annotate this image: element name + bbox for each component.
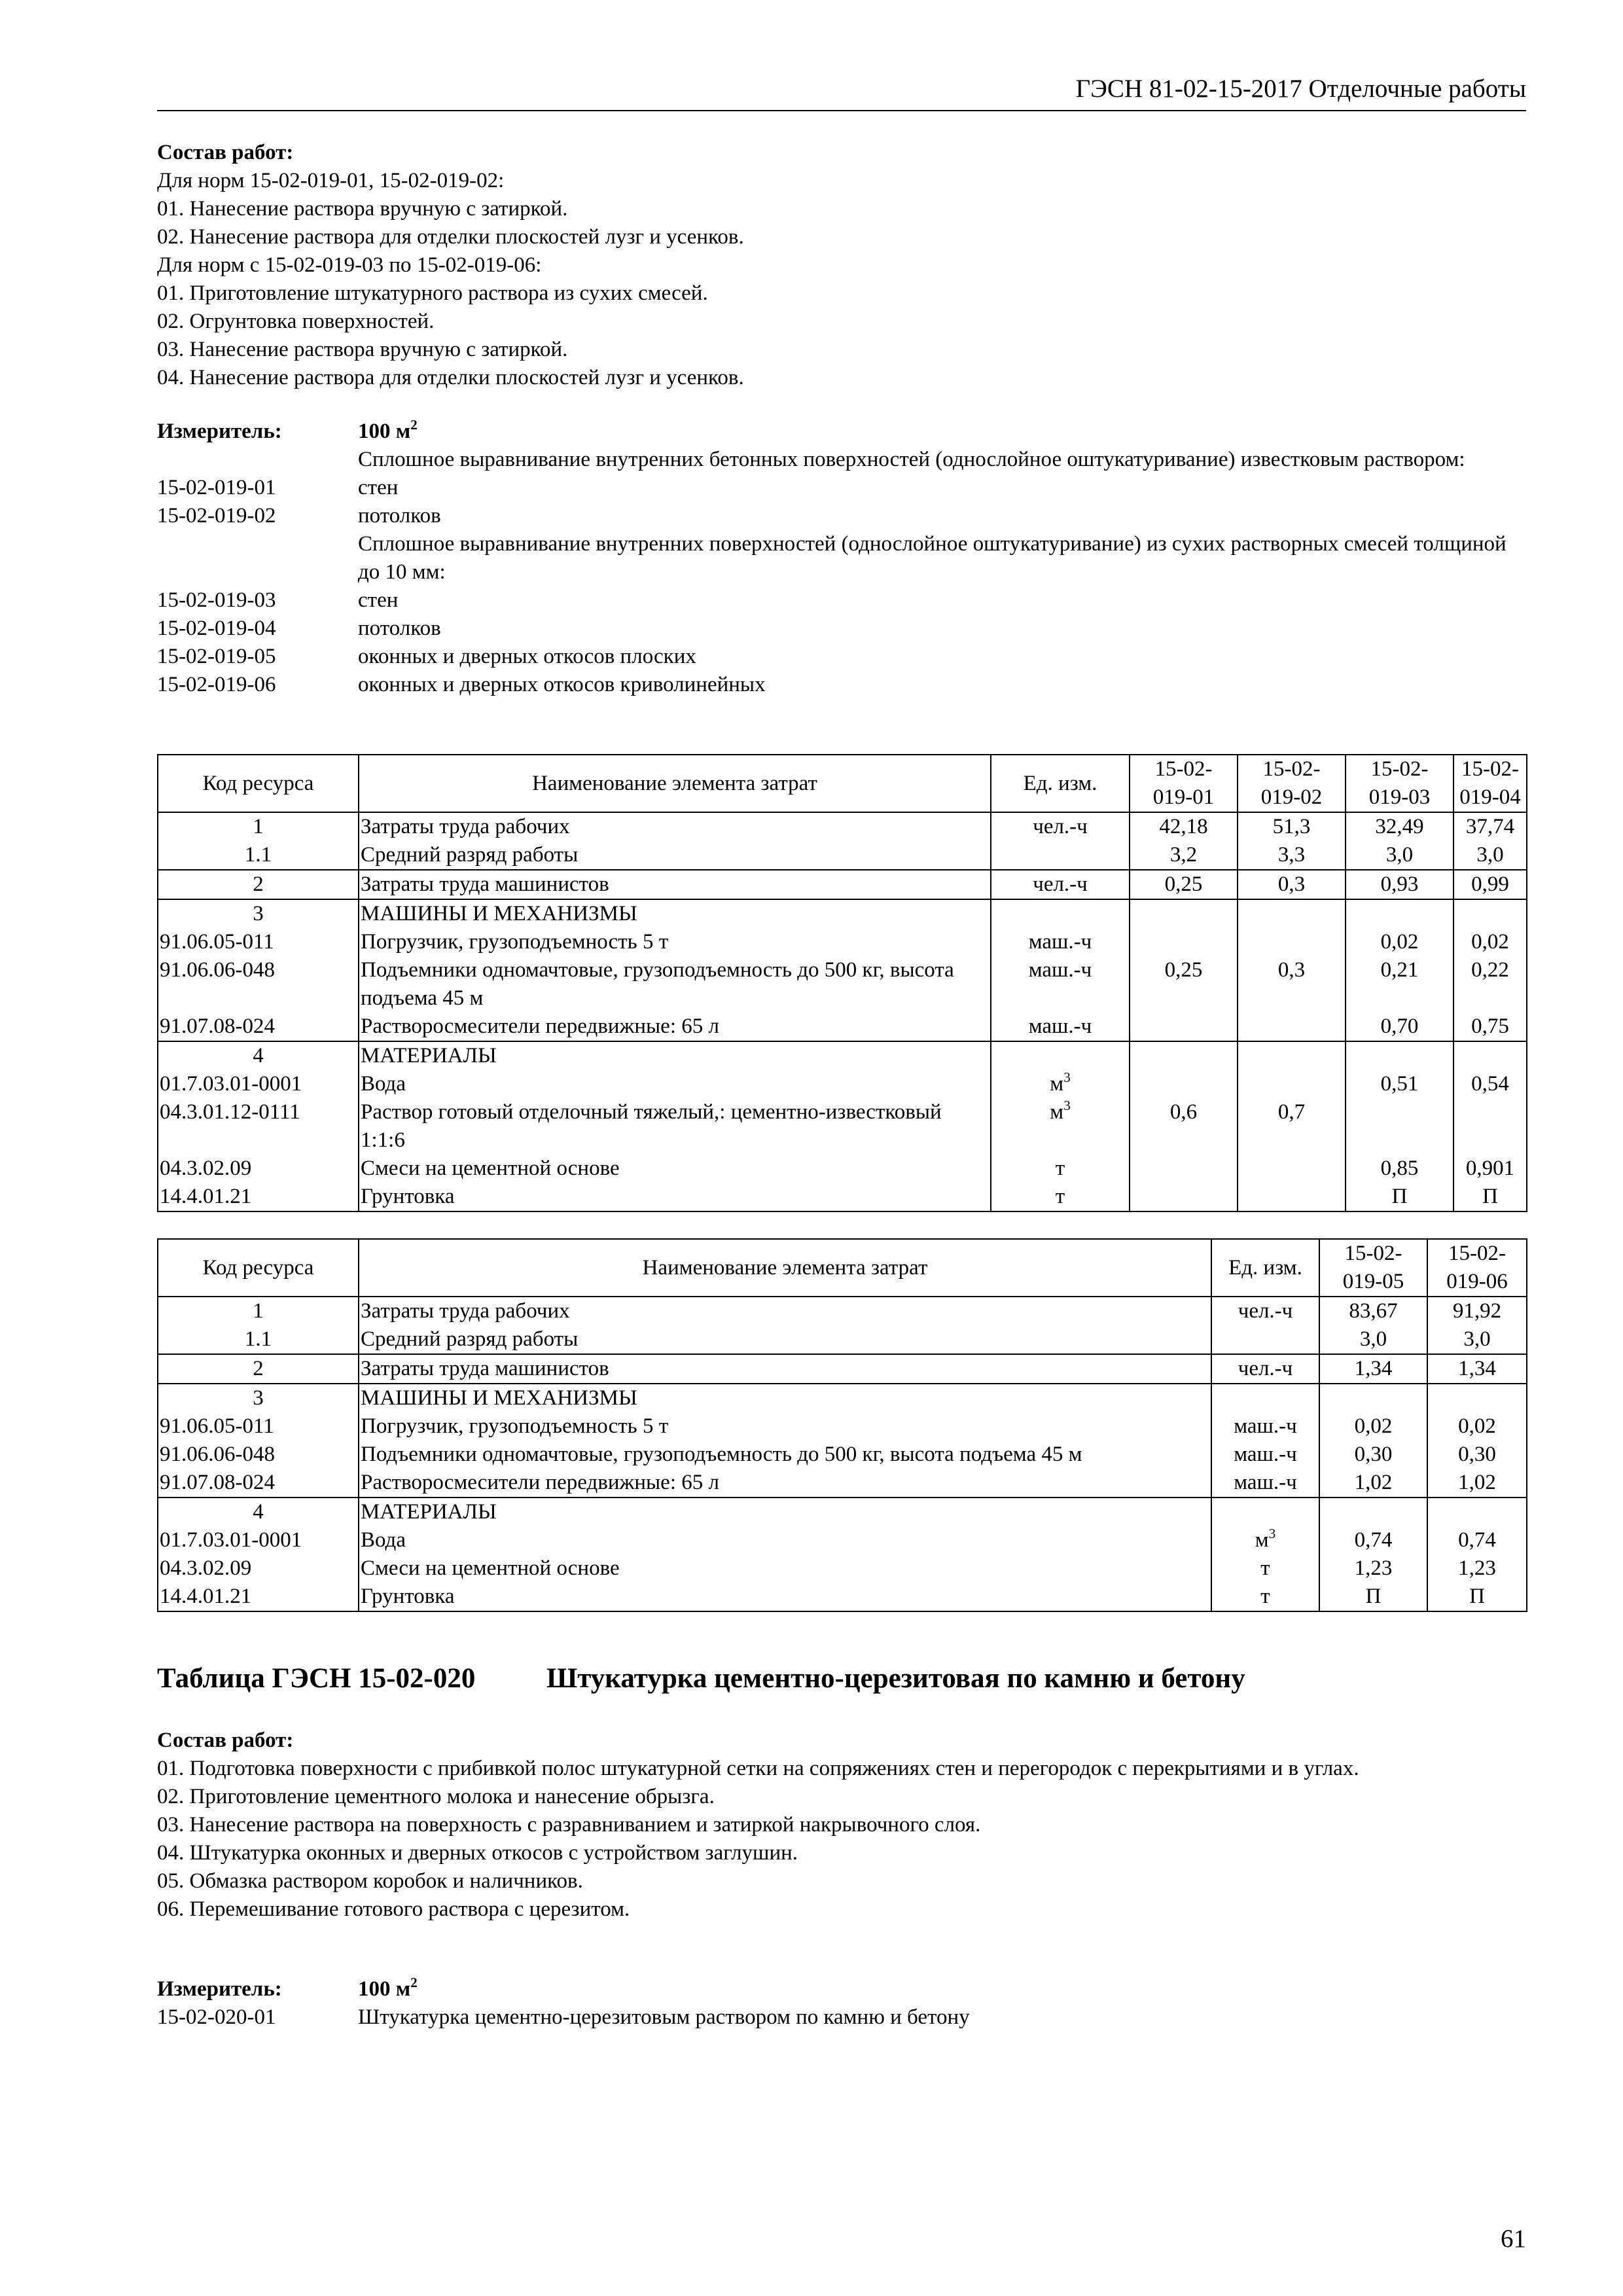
- row-name: Подъемники одномачтовые, грузоподъемность до 500 кг, высота подъема 45 м: [359, 956, 991, 1013]
- work-line: 04. Штукатурка оконных и дверных откосов с устройством заглушин.: [157, 1841, 798, 1865]
- row-code: 91.07.08-024: [158, 1013, 359, 1041]
- row-code: 01.7.03.01-0001: [158, 1070, 359, 1098]
- norm-description: Штукатурка цементно-церезитовым раствором по камню и бетону: [358, 2005, 970, 2029]
- row-value: 0,30: [1319, 1441, 1427, 1469]
- work-composition-1: [157, 139, 1526, 392]
- row-value: 3,0: [1319, 1325, 1427, 1354]
- section-title-code: Таблица ГЭСН 15-02-020: [157, 1663, 476, 1694]
- section-row: [158, 1384, 1527, 1412]
- row-value: 83,67: [1319, 1297, 1427, 1325]
- resource-table-1: [157, 754, 1527, 1212]
- table-row: [158, 812, 1527, 841]
- row-unit: маш.-ч: [1211, 1412, 1319, 1441]
- row-name: Вода: [359, 1070, 991, 1098]
- row-value: 0,02: [1319, 1412, 1427, 1441]
- row-value: 0,02: [1427, 1412, 1527, 1441]
- row-value: 0,7: [1238, 1098, 1346, 1155]
- group-operators: [158, 870, 1527, 899]
- norm-code: 15-02-020-01: [157, 2005, 276, 2029]
- row-name: Растворосмесители передвижные: 65 л: [359, 1013, 991, 1041]
- norm-description: стен: [358, 588, 399, 612]
- row-value: 0,02: [1454, 928, 1527, 956]
- norm-code: 15-02-019-04: [157, 617, 276, 640]
- norm-code: 15-02-019-06: [157, 673, 276, 696]
- row-code: 1: [158, 812, 359, 841]
- table-row: [158, 870, 1527, 899]
- row-value: П: [1319, 1583, 1427, 1611]
- col-header-norm: 15-02- 019-01: [1130, 755, 1238, 812]
- group-materials: [158, 1498, 1527, 1611]
- work-line: 01. Подготовка поверхности с прибивкой полос штукатурной сетки на сопряжениях стен и перегородок с перекрытиями и в углах.: [157, 1757, 1359, 1780]
- row-value: 3,0: [1427, 1325, 1527, 1354]
- norm-code: 15-02-019-02: [157, 504, 276, 528]
- table-row: [158, 1354, 1527, 1384]
- row-name: Погрузчик, грузоподъемность 5 т: [359, 1412, 1211, 1441]
- work-composition-heading: Состав работ:: [157, 1729, 294, 1752]
- table-row: [158, 1554, 1527, 1583]
- row-value: 1,23: [1427, 1554, 1527, 1583]
- norm-description: потолков: [358, 617, 441, 640]
- table-row: [158, 1297, 1527, 1325]
- row-value: 0,99: [1454, 870, 1527, 899]
- row-unit: $м^3$: [991, 1098, 1130, 1155]
- page-number: 61: [1501, 2225, 1526, 2253]
- row-code: 04.3.02.09: [158, 1155, 359, 1183]
- row-code: 91.06.05-011: [158, 1412, 359, 1441]
- row-name: Затраты труда машинистов: [359, 1354, 1211, 1384]
- row-value: 0,74: [1319, 1526, 1427, 1554]
- row-code: 2: [158, 870, 359, 899]
- row-code: 1: [158, 1297, 359, 1325]
- resource-table-2: [157, 1238, 1527, 1612]
- row-value: 0,51: [1346, 1070, 1454, 1098]
- work-line: 01. Приготовление штукатурного раствора из сухих смесей.: [157, 281, 708, 305]
- row-name: Средний разряд работы: [359, 1325, 1211, 1354]
- norm-description: Сплошное выравнивание внутренних поверхностей (однослойное оштукатуривание) из сухих растворных смесей толщиной до 10 мм:: [358, 532, 1507, 584]
- row-value: 1,34: [1427, 1354, 1527, 1384]
- row-name: Погрузчик, грузоподъемность 5 т: [359, 928, 991, 956]
- work-line: 02. Огрунтовка поверхностей.: [157, 310, 435, 333]
- row-value-merged: 0,3: [1238, 899, 1346, 1041]
- measure-label: Измеритель:: [157, 1977, 282, 2001]
- row-value: 32,49: [1346, 812, 1454, 841]
- row-code: 1.1: [158, 1325, 359, 1354]
- row-name: Затраты труда рабочих: [359, 812, 991, 841]
- row-code: 91.06.06-048: [158, 1441, 359, 1469]
- measure-label: Измеритель:: [157, 420, 282, 443]
- row-value: 0,02: [1346, 928, 1454, 956]
- row-value: 1,02: [1319, 1469, 1427, 1498]
- row-value: 0,85: [1346, 1155, 1454, 1183]
- row-unit: т: [991, 1155, 1130, 1183]
- row-value: 0,21: [1346, 956, 1454, 1013]
- norm-description: потолков: [358, 504, 441, 528]
- row-value: 0,3: [1238, 870, 1346, 899]
- group-operators: [158, 1354, 1527, 1384]
- row-value: 0,30: [1427, 1441, 1527, 1469]
- table-row: [158, 1469, 1527, 1498]
- row-code: 04.3.02.09: [158, 1554, 359, 1583]
- col-header-code: Код ресурса: [158, 1239, 359, 1297]
- row-unit: маш.-ч: [991, 956, 1130, 1013]
- row-value: 51,3: [1238, 812, 1346, 841]
- group-materials: [158, 1041, 1527, 1211]
- row-unit: маш.-ч: [1211, 1441, 1319, 1469]
- work-line: 05. Обмазка раствором коробок и наличников.: [157, 1869, 583, 1893]
- work-line: 02. Приготовление цементного молока и нанесение обрызга.: [157, 1785, 715, 1808]
- row-name: Грунтовка: [359, 1583, 1211, 1611]
- group-labor: [158, 812, 1527, 870]
- col-header-norm: 15-02- 019-03: [1346, 755, 1454, 812]
- row-value: 0,70: [1346, 1013, 1454, 1041]
- norm-description: Сплошное выравнивание внутренних бетонных поверхностей (однослойное оштукатуривание) известковым раствором:: [358, 448, 1465, 471]
- row-value: 0,74: [1427, 1526, 1527, 1554]
- row-code: 01.7.03.01-0001: [158, 1526, 359, 1554]
- row-name: Вода: [359, 1526, 1211, 1554]
- row-unit: т: [991, 1183, 1130, 1211]
- table-row: [158, 1583, 1527, 1611]
- row-value: 3,2: [1130, 841, 1238, 870]
- table-row: [158, 841, 1527, 870]
- work-composition-heading: Состав работ:: [157, 141, 294, 164]
- row-name: Затраты труда машинистов: [359, 870, 991, 899]
- norm-description: оконных и дверных откосов плоских: [358, 645, 696, 668]
- section-title-name: Штукатурка цементно-церезитовая по камню и бетону: [546, 1663, 1245, 1694]
- col-header-norm: 15-02- 019-06: [1427, 1239, 1527, 1297]
- row-name: Грунтовка: [359, 1183, 991, 1211]
- section-row: [158, 1041, 1527, 1070]
- row-value: 0,54: [1454, 1070, 1527, 1098]
- work-line: 03. Нанесение раствора на поверхность с разравниванием и затиркой накрывочного слоя.: [157, 1813, 981, 1837]
- running-header: ГЭСН 81-02-15-2017 Отделочные работы: [157, 73, 1526, 111]
- row-code: 14.4.01.21: [158, 1583, 359, 1611]
- col-header-norm: 15-02- 019-04: [1454, 755, 1527, 812]
- col-header-norm: 15-02- 019-05: [1319, 1239, 1427, 1297]
- row-code: 04.3.01.12-0111: [158, 1098, 359, 1155]
- group-labor: [158, 1297, 1527, 1354]
- row-value: 42,18: [1130, 812, 1238, 841]
- section-number: 4: [158, 1041, 359, 1070]
- section-row: [158, 899, 1527, 928]
- work-line: 06. Перемешивание готового раствора с церезитом.: [157, 1897, 630, 1921]
- section-row: [158, 1498, 1527, 1526]
- row-unit: $м^3$: [1211, 1526, 1319, 1554]
- row-value: 0,75: [1454, 1013, 1527, 1041]
- row-unit: маш.-ч: [991, 928, 1130, 956]
- row-code: 14.4.01.21: [158, 1183, 359, 1211]
- row-value: 91,92: [1427, 1297, 1527, 1325]
- row-name: Раствор готовый отделочный тяжелый,: цементно-известковый 1:1:6: [359, 1098, 991, 1155]
- measure-unit: 100 $м^2$: [358, 1975, 418, 2001]
- row-unit: [991, 841, 1130, 870]
- row-unit: чел.-ч: [1211, 1354, 1319, 1384]
- section-number: 4: [158, 1498, 359, 1526]
- row-name: Смеси на цементной основе: [359, 1155, 991, 1183]
- row-unit: чел.-ч: [1211, 1297, 1319, 1325]
- row-value: 0,25: [1130, 870, 1238, 899]
- col-header-code: Код ресурса: [158, 755, 359, 812]
- norm-code: [157, 446, 358, 474]
- group-machines: [158, 899, 1527, 1041]
- norm-code: 15-02-019-05: [157, 645, 276, 668]
- measure-block-1: [157, 418, 1526, 699]
- row-value: 1,02: [1427, 1469, 1527, 1498]
- row-code: 1.1: [158, 841, 359, 870]
- work-composition-2: [157, 1727, 1526, 1924]
- row-value: 1,34: [1319, 1354, 1427, 1384]
- table-row: [158, 1098, 1527, 1155]
- row-value: П: [1454, 1183, 1527, 1211]
- row-unit: чел.-ч: [991, 812, 1130, 841]
- work-line: Для норм 15-02-019-01, 15-02-019-02:: [157, 169, 505, 192]
- col-header-norm: 15-02- 019-02: [1238, 755, 1346, 812]
- work-line: 01. Нанесение раствора вручную с затиркой.: [157, 197, 568, 221]
- row-value: П: [1346, 1183, 1454, 1211]
- table-row: [158, 1412, 1527, 1441]
- norm-description: стен: [358, 476, 399, 499]
- row-code: 91.06.05-011: [158, 928, 359, 956]
- section-heading: МАШИНЫ И МЕХАНИЗМЫ: [359, 1384, 1211, 1412]
- measure-unit: 100 $м^2$: [358, 417, 418, 443]
- work-line: 02. Нанесение раствора для отделки плоскостей лузг и усенков.: [157, 225, 744, 249]
- row-value: 0,901: [1454, 1155, 1527, 1183]
- group-machines: [158, 1384, 1527, 1498]
- row-value: 3,0: [1346, 841, 1454, 870]
- row-value: 0,93: [1346, 870, 1454, 899]
- table-row: [158, 1183, 1527, 1211]
- row-name: Смеси на цементной основе: [359, 1554, 1211, 1583]
- col-header-unit: Ед. изм.: [991, 755, 1130, 812]
- section-heading: МАТЕРИАЛЫ: [359, 1498, 1211, 1526]
- col-header-unit: Ед. изм.: [1211, 1239, 1319, 1297]
- section-heading: МАШИНЫ И МЕХАНИЗМЫ: [359, 899, 991, 928]
- norm-description: оконных и дверных откосов криволинейных: [358, 673, 766, 696]
- row-name: Подъемники одномачтовые, грузоподъемность до 500 кг, высота подъема 45 м: [359, 1441, 1211, 1469]
- row-value: 3,0: [1454, 841, 1527, 870]
- section-title: [157, 1662, 1526, 1695]
- work-line: 04. Нанесение раствора для отделки плоскостей лузг и усенков.: [157, 366, 744, 389]
- row-code: 2: [158, 1354, 359, 1384]
- row-name: Растворосмесители передвижные: 65 л: [359, 1469, 1211, 1498]
- norm-code: 15-02-019-01: [157, 476, 276, 499]
- table-row: [158, 1155, 1527, 1183]
- row-unit: $м^3$: [991, 1070, 1130, 1098]
- row-unit: т: [1211, 1554, 1319, 1583]
- row-value: П: [1427, 1583, 1527, 1611]
- work-line: 03. Нанесение раствора вручную с затиркой.: [157, 338, 568, 361]
- section-number: 3: [158, 1384, 359, 1412]
- norm-code: [157, 530, 358, 586]
- row-value: 1,23: [1319, 1554, 1427, 1583]
- work-line: Для норм с 15-02-019-03 по 15-02-019-06:: [157, 253, 542, 277]
- row-code: 91.06.06-048: [158, 956, 359, 1013]
- table-row: [158, 1526, 1527, 1554]
- section-number: 3: [158, 899, 359, 928]
- col-header-name: Наименование элемента затрат: [359, 755, 991, 812]
- row-value: 0,6: [1130, 1098, 1238, 1155]
- row-unit: маш.-ч: [991, 1013, 1130, 1041]
- measure-block-2: [157, 1975, 1526, 2032]
- row-unit: маш.-ч: [1211, 1469, 1319, 1498]
- row-value: 37,74: [1454, 812, 1527, 841]
- row-value-merged: 0,25: [1130, 899, 1238, 1041]
- row-value: 3,3: [1238, 841, 1346, 870]
- table-row: [158, 1070, 1527, 1098]
- norm-code: 15-02-019-03: [157, 588, 276, 612]
- row-unit: т: [1211, 1583, 1319, 1611]
- row-code: 91.07.08-024: [158, 1469, 359, 1498]
- row-unit: [1211, 1325, 1319, 1354]
- row-name: Средний разряд работы: [359, 841, 991, 870]
- section-heading: МАТЕРИАЛЫ: [359, 1041, 991, 1070]
- row-name: Затраты труда рабочих: [359, 1297, 1211, 1325]
- row-value: 0,22: [1454, 956, 1527, 1013]
- table-row: [158, 1441, 1527, 1469]
- row-unit: чел.-ч: [991, 870, 1130, 899]
- table-row: [158, 1325, 1527, 1354]
- col-header-name: Наименование элемента затрат: [359, 1239, 1211, 1297]
